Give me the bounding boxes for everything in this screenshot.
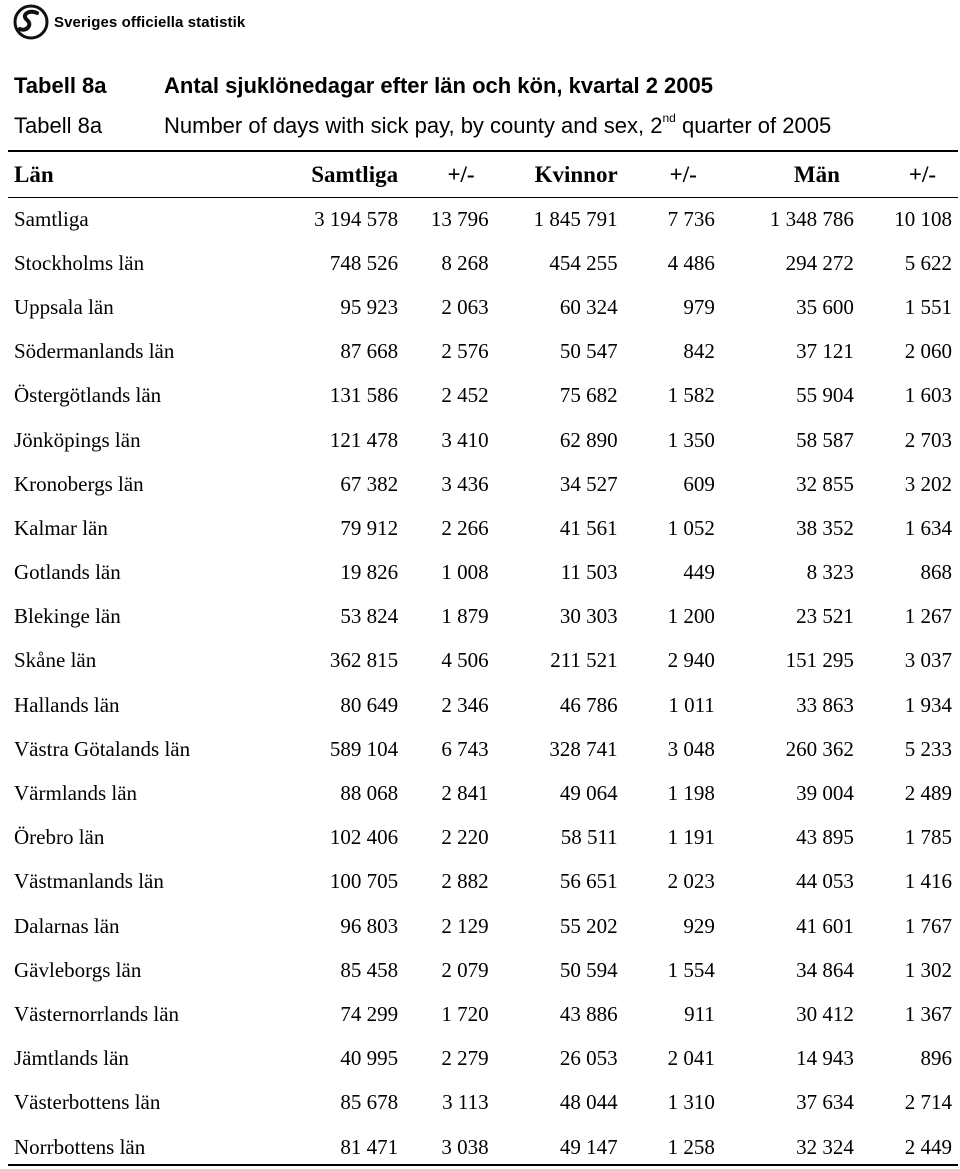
- cell-county: Blekinge län: [14, 604, 121, 629]
- cell-change-samtliga: 13 796: [430, 206, 489, 231]
- column-header-change-kvinnor: +/-: [669, 161, 697, 187]
- cell-kvinnor: 43 886: [559, 1001, 618, 1026]
- table-row: [14, 1125, 952, 1169]
- cell-kvinnor: 211 521: [550, 648, 618, 673]
- cell-change-samtliga: 2 841: [441, 781, 489, 806]
- cell-kvinnor: 454 255: [549, 250, 618, 275]
- cell-change-kvinnor: 1 198: [667, 781, 715, 806]
- cell-samtliga: 96 803: [340, 913, 399, 938]
- cell-change-samtliga: 2 129: [441, 913, 489, 938]
- table-header-row: [14, 152, 952, 197]
- cell-county: Hallands län: [14, 692, 120, 717]
- cell-change-man: 2 714: [904, 1090, 952, 1115]
- table-row: [14, 727, 952, 771]
- cell-man: 33 863: [796, 692, 854, 717]
- cell-samtliga: 87 668: [340, 339, 399, 364]
- cell-man: 43 895: [796, 825, 854, 850]
- cell-change-kvinnor: 1 200: [667, 604, 715, 629]
- cell-samtliga: 85 458: [340, 957, 399, 982]
- cell-man: 32 855: [796, 471, 854, 496]
- cell-change-kvinnor: 1 310: [667, 1090, 715, 1115]
- table-row: [14, 948, 952, 992]
- column-header-lan: Län: [14, 161, 54, 187]
- cell-change-kvinnor: 1 350: [667, 427, 715, 452]
- cell-change-samtliga: 4 506: [441, 648, 489, 673]
- cell-samtliga: 102 406: [329, 825, 399, 850]
- cell-man: 294 272: [785, 250, 854, 275]
- cell-change-kvinnor: 4 486: [667, 250, 715, 275]
- cell-kvinnor: 56 651: [559, 869, 618, 894]
- cell-change-samtliga: 2 279: [441, 1046, 489, 1071]
- cell-change-samtliga: 8 268: [441, 250, 489, 275]
- table-row: [14, 197, 952, 241]
- cell-samtliga: 67 382: [340, 471, 399, 496]
- cell-kvinnor: 49 147: [559, 1134, 618, 1159]
- cell-county: Kronobergs län: [14, 471, 144, 496]
- cell-change-kvinnor: 929: [683, 913, 715, 938]
- cell-change-man: 896: [920, 1046, 952, 1071]
- cell-kvinnor: 50 594: [559, 957, 618, 982]
- table-title-en: [164, 110, 832, 139]
- table-label-sv: Tabell 8a: [14, 73, 107, 98]
- cell-change-man: 1 634: [904, 515, 952, 540]
- cell-change-samtliga: 6 743: [441, 736, 489, 761]
- cell-man: 37 634: [796, 1090, 854, 1115]
- cell-county: Västerbottens län: [14, 1090, 161, 1115]
- cell-change-samtliga: 1 720: [441, 1001, 489, 1026]
- table-row: [14, 1081, 952, 1125]
- cell-change-samtliga: 1 008: [441, 560, 489, 585]
- table-row: [14, 285, 952, 329]
- cell-kvinnor: 46 786: [559, 692, 618, 717]
- cell-county: Jönköpings län: [14, 427, 141, 452]
- cell-man: 23 521: [796, 604, 854, 629]
- cell-change-kvinnor: 1 554: [667, 957, 715, 982]
- cell-kvinnor: 328 741: [549, 736, 618, 761]
- cell-change-samtliga: 2 452: [441, 383, 489, 408]
- cell-change-kvinnor: 2 940: [667, 648, 715, 673]
- cell-samtliga: 19 826: [340, 560, 399, 585]
- table-row: [14, 330, 952, 374]
- cell-change-samtliga: 2 079: [441, 957, 489, 982]
- cell-county: Kalmar län: [14, 515, 108, 540]
- cell-change-man: 1 367: [904, 1001, 952, 1026]
- cell-county: Södermanlands län: [14, 339, 175, 364]
- swedish-title-row: [14, 66, 960, 106]
- cell-change-kvinnor: 1 052: [667, 515, 715, 540]
- sos-emblem-icon: [12, 4, 50, 40]
- cell-change-samtliga: 3 038: [441, 1134, 489, 1159]
- cell-man: 8 323: [806, 560, 854, 585]
- cell-kvinnor: 48 044: [559, 1090, 618, 1115]
- cell-kvinnor: 1 845 791: [533, 206, 618, 231]
- table-title-en-sup: nd: [662, 110, 676, 125]
- cell-kvinnor: 75 682: [559, 383, 618, 408]
- cell-samtliga: 40 995: [340, 1046, 399, 1071]
- cell-kvinnor: 34 527: [559, 471, 618, 496]
- cell-man: 37 121: [796, 339, 854, 364]
- table-row: [14, 683, 952, 727]
- cell-county: Gotlands län: [14, 560, 121, 585]
- cell-change-kvinnor: 7 736: [667, 206, 715, 231]
- table-row: [14, 771, 952, 815]
- column-header-man: Män: [793, 161, 840, 187]
- cell-change-kvinnor: 1 191: [667, 825, 715, 850]
- table-row: [14, 595, 952, 639]
- cell-man: 38 352: [796, 515, 854, 540]
- table-row: [14, 418, 952, 462]
- cell-change-samtliga: 2 266: [441, 515, 489, 540]
- cell-kvinnor: 49 064: [559, 781, 618, 806]
- cell-man: 14 943: [796, 1046, 854, 1071]
- cell-man: 151 295: [785, 648, 854, 673]
- cell-county: Dalarnas län: [14, 913, 120, 938]
- table-row: [14, 551, 952, 595]
- cell-kvinnor: 55 202: [559, 913, 618, 938]
- cell-county: Skåne län: [14, 648, 97, 673]
- cell-samtliga: 85 678: [340, 1090, 399, 1115]
- cell-change-samtliga: 1 879: [441, 604, 489, 629]
- cell-change-kvinnor: 3 048: [667, 736, 715, 761]
- cell-samtliga: 81 471: [340, 1134, 399, 1159]
- cell-man: 35 600: [796, 294, 854, 319]
- logo-text: Sveriges officiella statistik: [54, 13, 246, 31]
- cell-change-kvinnor: 979: [683, 294, 715, 319]
- cell-kvinnor: 62 890: [559, 427, 618, 452]
- cell-change-kvinnor: 449: [683, 560, 715, 585]
- cell-samtliga: 95 923: [340, 294, 399, 319]
- sos-logo: [12, 4, 245, 40]
- cell-kvinnor: 26 053: [559, 1046, 618, 1071]
- cell-samtliga: 121 478: [329, 427, 399, 452]
- cell-man: 30 412: [796, 1001, 854, 1026]
- cell-change-man: 1 551: [904, 294, 952, 319]
- cell-county: Jämtlands län: [14, 1046, 129, 1071]
- cell-kvinnor: 50 547: [559, 339, 618, 364]
- table-row: [14, 506, 952, 550]
- table-body: [14, 197, 952, 1169]
- table-title-en-pre: Number of days with sick pay, by county and sex, 2: [164, 113, 663, 138]
- cell-change-kvinnor: 609: [683, 471, 715, 496]
- cell-county: Västmanlands län: [14, 869, 164, 894]
- cell-kvinnor: 41 561: [559, 515, 618, 540]
- cell-change-kvinnor: 2 023: [667, 869, 715, 894]
- cell-county: Gävleborgs län: [14, 957, 142, 982]
- cell-samtliga: 589 104: [329, 736, 399, 761]
- cell-change-kvinnor: 1 011: [668, 692, 715, 717]
- cell-samtliga: 3 194 578: [314, 206, 399, 231]
- cell-kvinnor: 11 503: [560, 560, 618, 585]
- cell-man: 44 053: [796, 869, 854, 894]
- column-header-change-man: +/-: [908, 161, 936, 187]
- table-label-en: Tabell 8a: [14, 113, 103, 138]
- cell-man: 58 587: [796, 427, 854, 452]
- cell-change-man: 1 267: [904, 604, 952, 629]
- cell-change-kvinnor: 2 041: [667, 1046, 715, 1071]
- cell-change-samtliga: 2 576: [441, 339, 489, 364]
- column-header-samtliga: Samtliga: [311, 161, 399, 187]
- table-row: [14, 374, 952, 418]
- cell-kvinnor: 60 324: [559, 294, 618, 319]
- cell-change-man: 1 934: [904, 692, 952, 717]
- cell-samtliga: 748 526: [329, 250, 399, 275]
- cell-samtliga: 362 815: [329, 648, 399, 673]
- cell-man: 55 904: [796, 383, 854, 408]
- table-row: [14, 462, 952, 506]
- table-row: [14, 1037, 952, 1081]
- cell-kvinnor: 58 511: [560, 825, 618, 850]
- cell-change-man: 2 703: [904, 427, 952, 452]
- cell-man: 39 004: [796, 781, 854, 806]
- table-titles: [14, 66, 960, 146]
- cell-change-man: 5 622: [904, 250, 952, 275]
- cell-samtliga: 53 824: [340, 604, 399, 629]
- english-title-row: [14, 106, 960, 146]
- cell-change-man: 1 416: [904, 869, 952, 894]
- cell-change-man: 1 767: [904, 913, 952, 938]
- cell-change-kvinnor: 1 582: [667, 383, 715, 408]
- cell-change-samtliga: 3 436: [441, 471, 489, 496]
- column-header-kvinnor: Kvinnor: [534, 161, 618, 187]
- cell-change-kvinnor: 1 258: [667, 1134, 715, 1159]
- cell-samtliga: 80 649: [340, 692, 399, 717]
- table-row: [14, 241, 952, 285]
- table-row: [14, 639, 952, 683]
- cell-change-man: 1 603: [904, 383, 952, 408]
- cell-kvinnor: 30 303: [559, 604, 618, 629]
- cell-county: Värmlands län: [14, 781, 138, 806]
- cell-change-samtliga: 2 882: [441, 869, 489, 894]
- cell-samtliga: 88 068: [340, 781, 399, 806]
- cell-county: Västernorrlands län: [14, 1001, 180, 1026]
- cell-change-man: 3 037: [904, 648, 952, 673]
- cell-man: 260 362: [785, 736, 854, 761]
- cell-change-samtliga: 2 220: [441, 825, 489, 850]
- table-row: [14, 992, 952, 1036]
- cell-change-man: 1 785: [904, 825, 952, 850]
- table-title-sv: Antal sjuklönedagar efter län och kön, kvartal 2 2005: [164, 73, 713, 98]
- cell-change-man: 2 489: [904, 781, 952, 806]
- cell-change-man: 2 060: [904, 339, 952, 364]
- cell-county: Västra Götalands län: [14, 736, 191, 761]
- table-row: [14, 816, 952, 860]
- cell-county: Samtliga: [14, 206, 89, 231]
- sick-pay-table: [14, 152, 952, 1169]
- cell-change-man: 1 302: [904, 957, 952, 982]
- cell-samtliga: 79 912: [340, 515, 399, 540]
- table-title-en-post: quarter of 2005: [675, 113, 832, 138]
- cell-change-samtliga: 2 346: [441, 692, 489, 717]
- cell-county: Östergötlands län: [14, 383, 162, 408]
- cell-change-man: 10 108: [894, 206, 952, 231]
- cell-change-man: 3 202: [904, 471, 952, 496]
- cell-change-man: 868: [920, 560, 952, 585]
- cell-change-man: 5 233: [904, 736, 952, 761]
- cell-change-man: 2 449: [904, 1134, 952, 1159]
- cell-man: 32 324: [796, 1134, 854, 1159]
- cell-man: 41 601: [796, 913, 854, 938]
- cell-county: Örebro län: [14, 825, 105, 850]
- cell-samtliga: 100 705: [329, 869, 399, 894]
- column-header-change-samtliga: +/-: [447, 161, 475, 187]
- cell-samtliga: 131 586: [329, 383, 399, 408]
- cell-man: 34 864: [796, 957, 854, 982]
- cell-county: Uppsala län: [14, 294, 114, 319]
- table-row: [14, 860, 952, 904]
- cell-change-samtliga: 2 063: [441, 294, 489, 319]
- cell-change-samtliga: 3 410: [441, 427, 489, 452]
- table-row: [14, 904, 952, 948]
- cell-county: Norrbottens län: [14, 1134, 146, 1159]
- cell-man: 1 348 786: [769, 206, 854, 231]
- cell-change-kvinnor: 911: [684, 1001, 715, 1026]
- cell-samtliga: 74 299: [340, 1001, 399, 1026]
- cell-change-kvinnor: 842: [683, 339, 715, 364]
- cell-change-samtliga: 3 113: [442, 1090, 489, 1115]
- cell-county: Stockholms län: [14, 250, 145, 275]
